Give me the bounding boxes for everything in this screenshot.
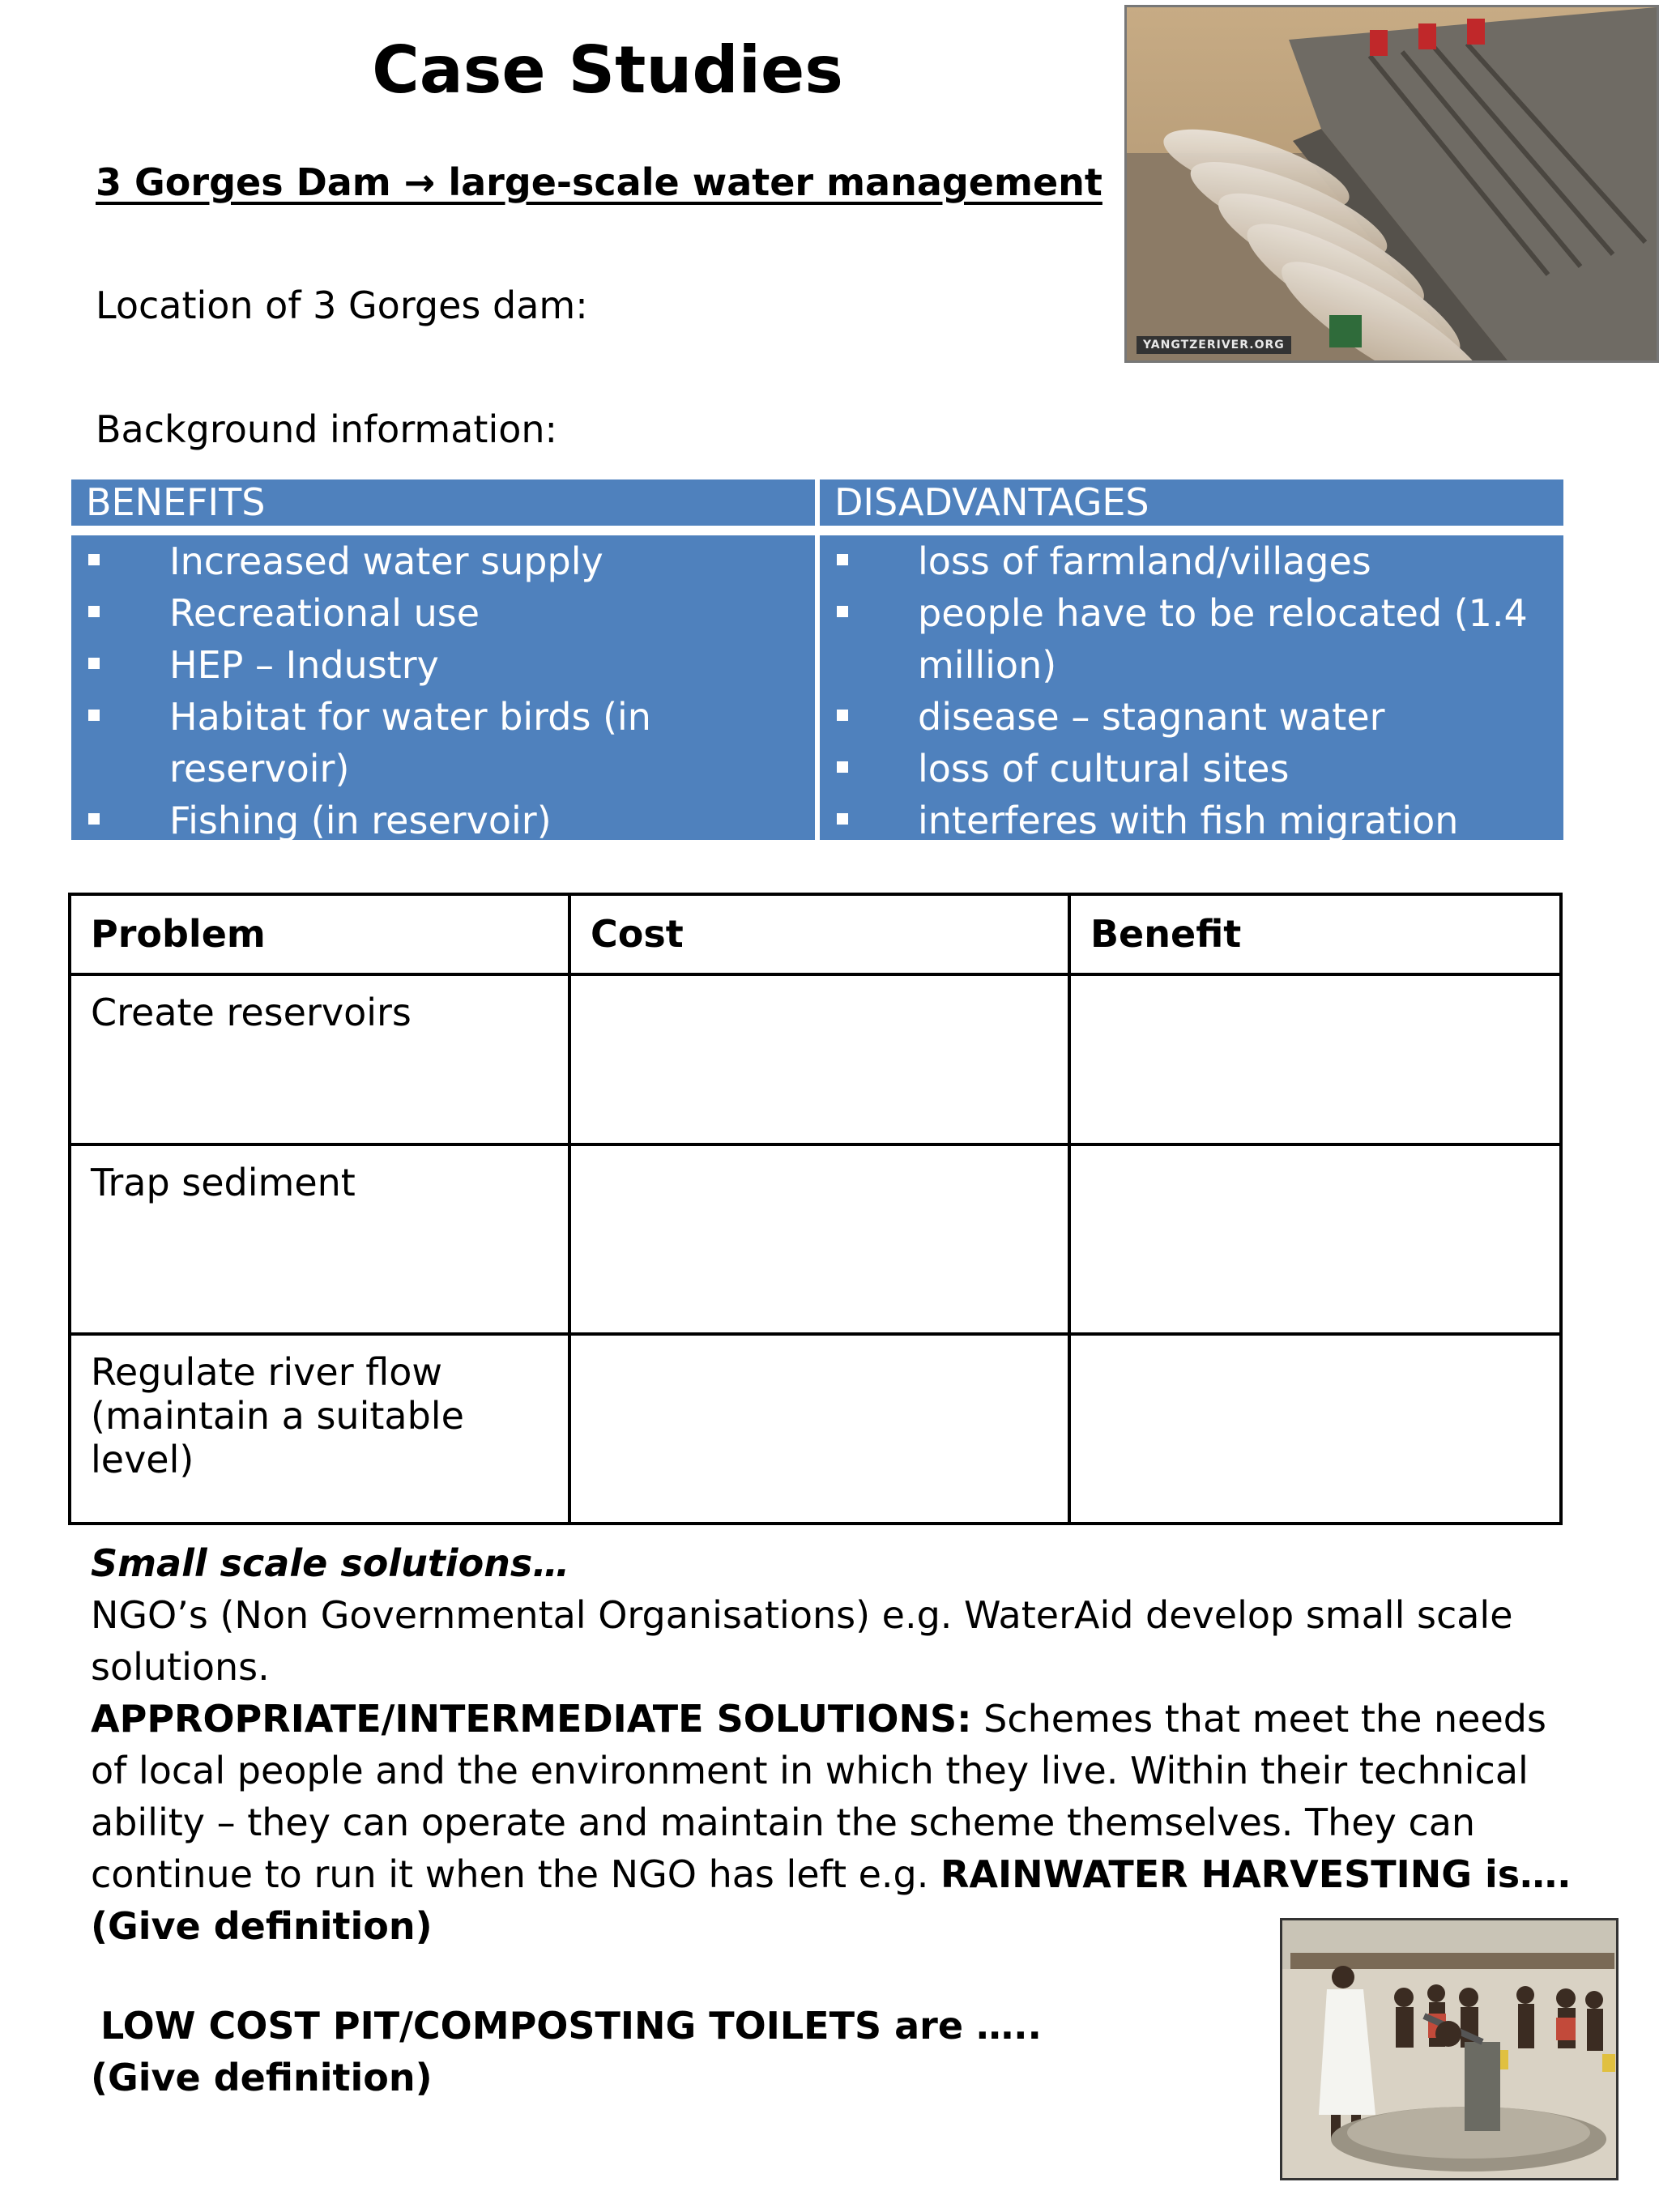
bullet-icon [837,554,848,565]
disadvantages-list [820,535,1563,846]
header-benefit: Benefit [1069,894,1561,974]
appropriate-label: APPROPRIATE/INTERMEDIATE SOLUTIONS: [91,1697,972,1741]
photo-watermark: YANGTZERIVER.ORG [1137,336,1291,354]
small-scale-heading: Small scale solutions… [91,1541,570,1585]
background-label: Background information: [96,407,558,451]
list-item: Fishing (in reservoir) [71,795,815,846]
bullet-icon [837,813,848,825]
rainwater-prompt: RAINWATER HARVESTING is….(Give definition) [91,1852,1572,1948]
problem-cell: Trap sediment [70,1144,569,1334]
small-scale-section [91,1537,1573,1952]
low-cost-toilets-prompt [91,2000,1042,2103]
benefit-cell[interactable] [1069,974,1561,1144]
cost-cell[interactable] [569,1144,1069,1334]
header-problem: Problem [70,894,569,974]
list-item: Increased water supply [71,535,815,587]
list-item: less navigation (no meanders) [71,846,815,898]
problem-cost-benefit-table [68,893,1563,1525]
list-item: Recreational use [71,587,815,639]
bullet-icon [88,865,100,876]
bullet-icon [88,710,100,721]
list-item: disease – stagnant water [820,691,1563,743]
list-item: loss of cultural sites [820,743,1563,795]
location-label: Location of 3 Gorges dam: [96,283,588,327]
benefits-list-cell [71,535,815,894]
table-row [70,974,1561,1144]
low-cost-line1: LOW COST PIT/COMPOSTING TOILETS are ….. [100,2004,1043,2048]
list-item: people have to be relocated (1.4 million) [820,587,1563,691]
dam-illustration [1127,7,1657,360]
table-row [70,1144,1561,1334]
hand-pump-photo [1280,1918,1618,2180]
ngo-paragraph: NGO’s (Non Governmental Organisations) e.g. WaterAid develop small scale solutions. [91,1593,1513,1689]
page-title: Case Studies [372,32,843,108]
appropriate-text: Schemes that meet the needs of local people and the environment in which they live. Within their technical ability – they can operate and maintain the scheme themselves. They can continue to run it when the NGO has left e.g. [91,1697,1546,1896]
benefit-cell[interactable] [1069,1334,1561,1524]
hand-pump-illustration [1282,1920,1616,2178]
section-subtitle: 3 Gorges Dam → large-scale water management [96,160,1102,204]
table-row [70,1334,1561,1524]
header-cost: Cost [569,894,1069,974]
list-item: HEP – Industry [71,639,815,691]
benefit-cell[interactable] [1069,1144,1561,1334]
list-item: loss of farmland/villages [820,535,1563,587]
cost-cell[interactable] [569,974,1069,1144]
table-header-row [70,894,1561,974]
benefits-disadvantages-table [71,479,1563,894]
benefits-list [71,535,815,898]
bullet-icon [837,606,848,617]
benefits-heading: BENEFITS [71,479,815,526]
bullet-icon [88,658,100,669]
appropriate-paragraph [91,1693,1573,1952]
bullet-icon [88,813,100,825]
dam-photo [1124,5,1659,363]
disadvantages-list-cell [820,535,1563,840]
bullet-icon [837,710,848,721]
bullet-icon [837,761,848,773]
list-item: Habitat for water birds (in reservoir) [71,691,815,795]
low-cost-line2: (Give definition) [91,2056,433,2099]
bullet-icon [88,606,100,617]
cost-cell[interactable] [569,1334,1069,1524]
problem-cell: Create reservoirs [70,974,569,1144]
disadvantages-heading: DISADVANTAGES [820,479,1563,526]
bullet-icon [88,554,100,565]
problem-cell: Regulate river flow (maintain a suitable level) [70,1334,569,1524]
list-item: interferes with fish migration [820,795,1563,846]
